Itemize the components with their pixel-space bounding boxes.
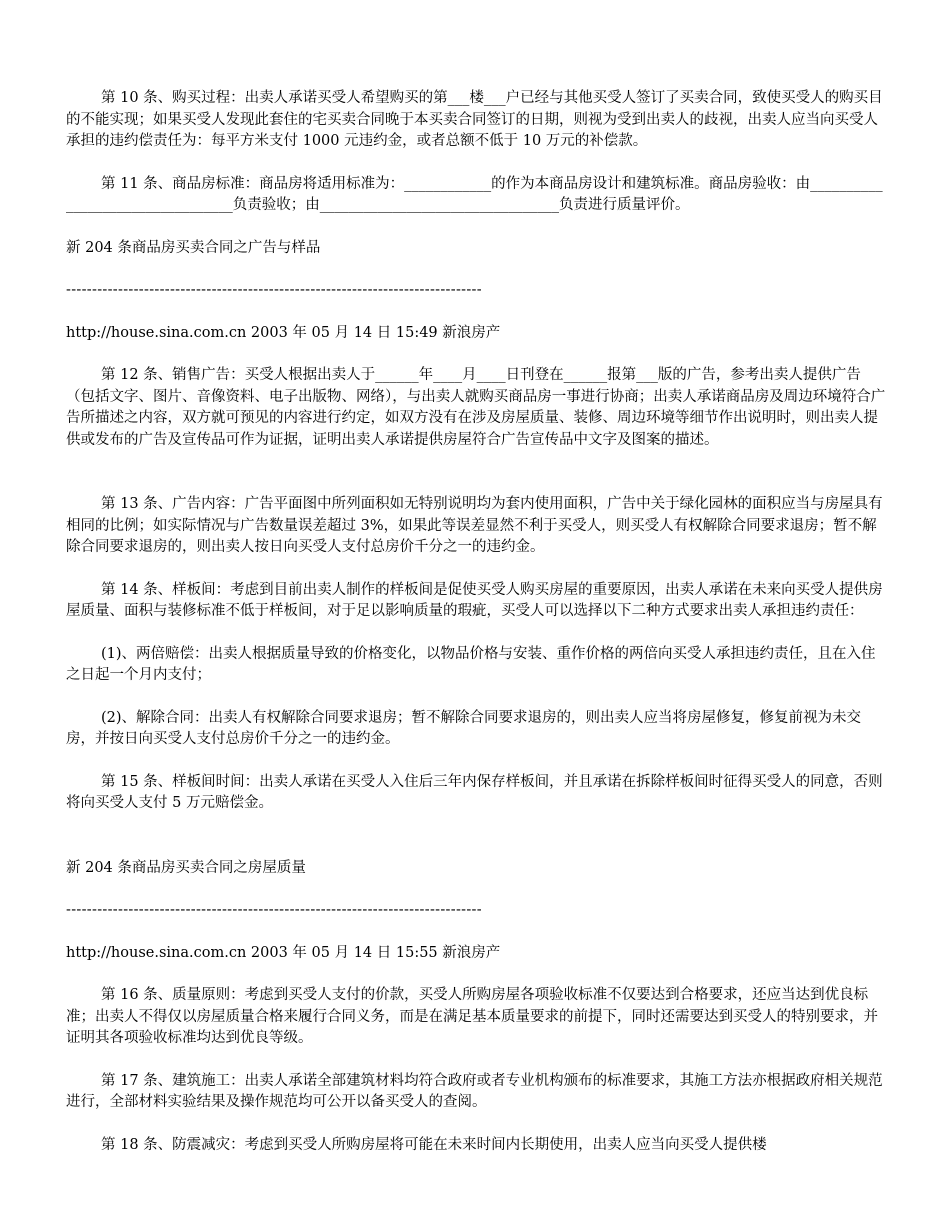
source-line: http://house.sina.com.cn 2003 年 05 月 14 日 15:55 新浪房产 bbox=[66, 944, 501, 961]
document-body bbox=[66, 88, 886, 1156]
article-14-option-2: (2)、解除合同：出卖人有权解除合同要求退房；暂不解除合同要求退房的，则出卖人应当将房屋修复，修复前视为未交房，并按日向买受人支付总房价千分之一的违约金。 bbox=[66, 709, 862, 747]
article-12: 第 12 条、销售广告：买受人根据出卖人于______年____月____日刊登在______报第___版的广告，参考出卖人提供广告（包括文字、图片、音像资料、电子出版物、网络），与出卖人就购买商品房一事进行协商；出卖人承诺商品房及周边环境符合广告所描述之内容，双方就可预见的内容进行约定，如双方没有在涉及房屋质量、装修、周边环境等细节作出说明时，则出卖人提供或发布的广告及宣传品可作为证据，证明出卖人承诺提供房屋符合广告宣传品中文字及图案的描述。 bbox=[66, 367, 886, 448]
article-14: 第 14 条、样板间：考虑到目前出卖人制作的样板间是促使买受人购买房屋的重要原因，出卖人承诺在未来向买受人提供房屋质量、面积与装修标准不低于样板间，对于足以影响质量的瑕疵，买受人可以选择以下二种方式要求出卖人承担违约责任： bbox=[66, 581, 883, 619]
source-line: http://house.sina.com.cn 2003 年 05 月 14 日 15:49 新浪房产 bbox=[66, 324, 501, 341]
article-17: 第 17 条、建筑施工：出卖人承诺全部建筑材料均符合政府或者专业机构颁布的标准要求，其施工方法亦根据政府相关规范进行，全部材料实验结果及操作规范均可公开以备买受人的查阅。 bbox=[66, 1072, 883, 1110]
article-16: 第 16 条、质量原则：考虑到买受人支付的价款，买受人所购房屋各项验收标准不仅要达到合格要求，还应当达到优良标准；出卖人不得仅以房屋质量合格来履行合同义务，而是在满足基本质量要求的前提下，同时还需要达到买受人的特别要求，并证明其各项验收标准均达到优良等级。 bbox=[66, 987, 878, 1046]
article-15: 第 15 条、样板间时间：出卖人承诺在买受人入住后三年内保存样板间，并且承诺在拆除样板间时征得买受人的同意，否则将向买受人支付 5 万元赔偿金。 bbox=[66, 773, 883, 811]
dashed-separator: -------------------------------------------------------------------------------- bbox=[66, 282, 482, 298]
article-10: 第 10 条、购买过程：出卖人承诺买受人希望购买的第___楼___户已经与其他买受人签订了买卖合同，致使买受人的购买目的不能实现；如果买受人发现此套住的宅买卖合同晚于本买卖合同签订的日期，则视为受到出卖人的歧视，出卖人应当向买受人承担的违约偿责任为：每平方米支付 1000 元违约金，或者总额不低于 10 万元的补偿款。 bbox=[66, 90, 883, 149]
dashed-separator: -------------------------------------------------------------------------------- bbox=[66, 902, 482, 918]
article-18: 第 18 条、防震减灾：考虑到买受人所购房屋将可能在未来时间内长期使用，出卖人应当向买受人提供楼 bbox=[101, 1136, 767, 1153]
section-heading-quality: 新 204 条商品房买卖合同之房屋质量 bbox=[66, 859, 306, 876]
article-11: 第 11 条、商品房标准：商品房将适用标准为：____________的作为本商品房设计和建筑标准。商品房验收：由_________________________________负责验收；由_________________________________负责进行质量评价。 bbox=[66, 175, 883, 213]
section-heading-ads: 新 204 条商品房买卖合同之广告与样品 bbox=[66, 239, 321, 256]
article-13: 第 13 条、广告内容：广告平面图中所列面积如无特别说明均为套内使用面积，广告中关于绿化园林的面积应当与房屋具有相同的比例；如实际情况与广告数量误差超过 3%，如果此等误差显然不利于买受人，则买受人有权解除合同要求退房；暂不解除合同要求退房的，则出卖人按日向买受人支付总房价千分之一的违约金。 bbox=[66, 496, 883, 555]
article-14-option-1: (1)、两倍赔偿：出卖人根据质量导致的价格变化，以物品价格与安装、重作价格的两倍向买受人承担违约责任，且在入住之日起一个月内支付； bbox=[66, 645, 876, 683]
